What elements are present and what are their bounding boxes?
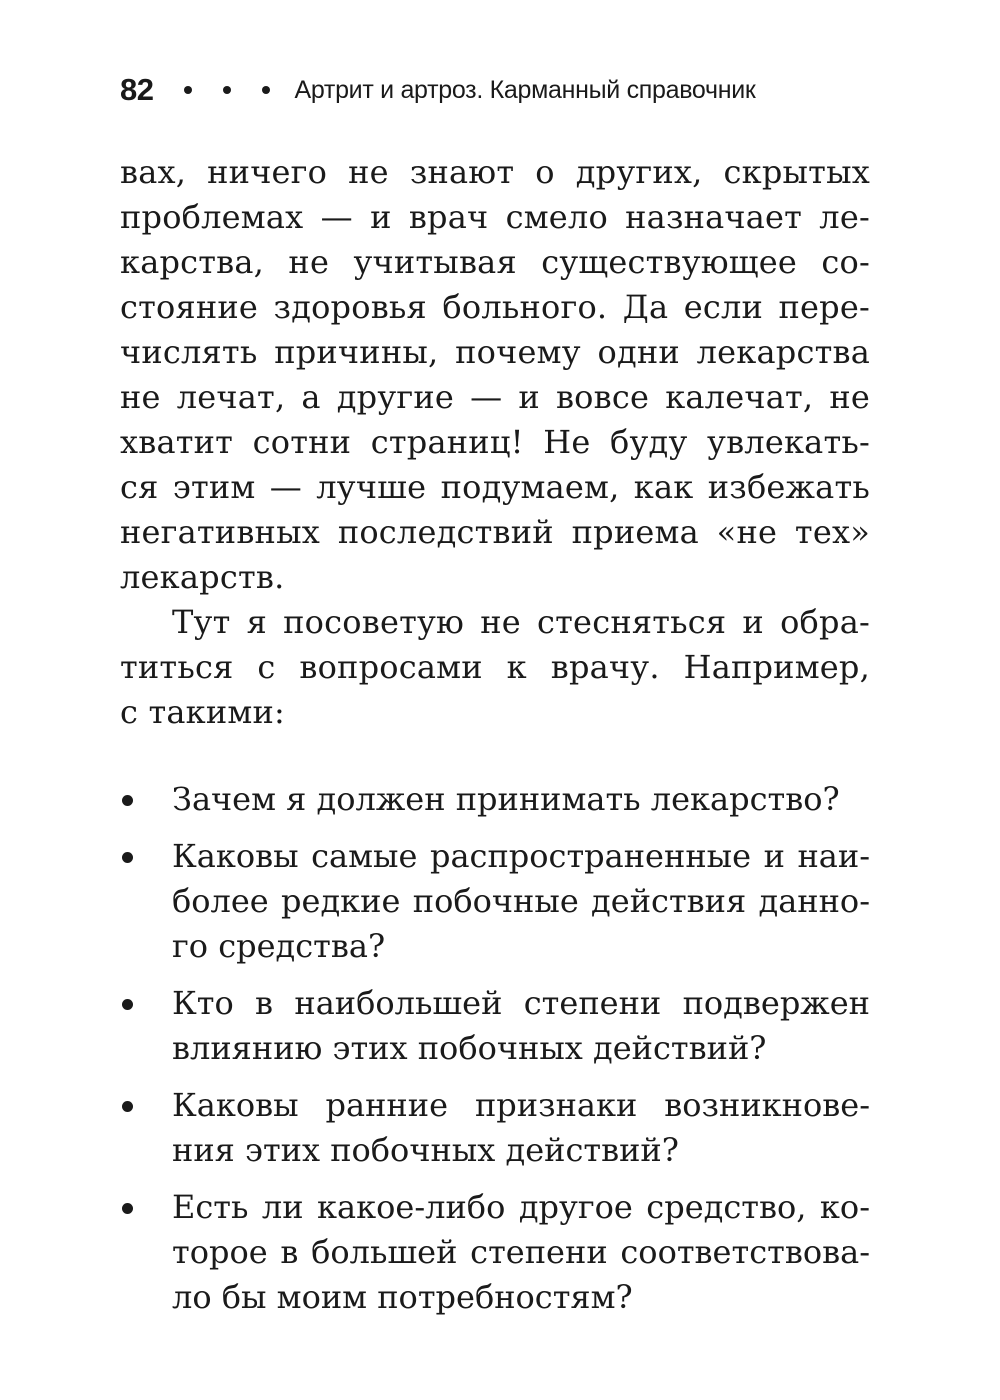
book-page — [120, 60, 870, 1332]
text-line: с такими: — [120, 693, 286, 731]
dot-ornament — [262, 86, 270, 94]
bullet-icon — [122, 852, 133, 863]
paragraph-intro-questions — [120, 600, 870, 735]
text-line: карства, не учитывая существующее со- — [120, 243, 870, 281]
text-line: вах, ничего не знают о других, скрытых — [120, 153, 870, 191]
text-line: ния этих побочных действий? — [172, 1131, 679, 1169]
text-line: Кто в наибольшей степени подвержен — [172, 984, 870, 1022]
list-item — [120, 981, 870, 1071]
text-line: титься с вопросами к врачу. Например, — [120, 648, 870, 686]
text-line: торое в большей степени соответствова- — [172, 1233, 870, 1271]
text-line: Каковы ранние признаки возникнове- — [172, 1086, 870, 1124]
text-line: влиянию этих побочных действий? — [172, 1029, 767, 1067]
bullet-icon — [122, 795, 133, 806]
text-line: не лечат, а другие — и вовсе калечат, не — [120, 378, 870, 416]
page-number: 82 — [120, 72, 154, 107]
questions-list — [120, 777, 870, 1320]
header-dots — [184, 86, 270, 94]
bullet-icon — [122, 1203, 133, 1214]
bullet-icon — [122, 999, 133, 1010]
text-line: Тут я посоветую не стесняться и обра- — [172, 603, 870, 641]
text-line: проблемах — и врач смело назначает ле- — [120, 198, 870, 236]
text-line: го средства? — [172, 927, 386, 965]
text-line: Есть ли какое-либо другое средство, ко- — [172, 1188, 870, 1226]
bullet-icon — [122, 1101, 133, 1112]
text-line: стояние здоровья больного. Да если пере- — [120, 288, 870, 326]
body-text — [120, 150, 870, 735]
running-header — [120, 60, 870, 120]
text-line: Зачем я должен принимать лекарство? — [172, 780, 840, 818]
list-item — [120, 777, 870, 822]
text-line: числять причины, почему одни лекарства — [120, 333, 870, 371]
list-item — [120, 1185, 870, 1320]
text-line: более редкие побочные действия данно- — [172, 882, 870, 920]
book-title: Артрит и артроз. Карманный справочник — [294, 75, 756, 104]
list-item — [120, 834, 870, 969]
paragraph-continued — [120, 150, 870, 600]
list-item — [120, 1083, 870, 1173]
dot-ornament — [184, 86, 192, 94]
text-line: негативных последствий приема «не тех» — [120, 513, 870, 551]
text-line: Каковы самые распространенные и наи- — [172, 837, 870, 875]
text-line: лекарств. — [120, 558, 285, 596]
text-line: ся этим — лучше подумаем, как избежать — [120, 468, 870, 506]
dot-ornament — [223, 86, 231, 94]
text-line: хватит сотни страниц! Не буду увлекать- — [120, 423, 870, 461]
text-line: ло бы моим потребностям? — [172, 1278, 633, 1316]
